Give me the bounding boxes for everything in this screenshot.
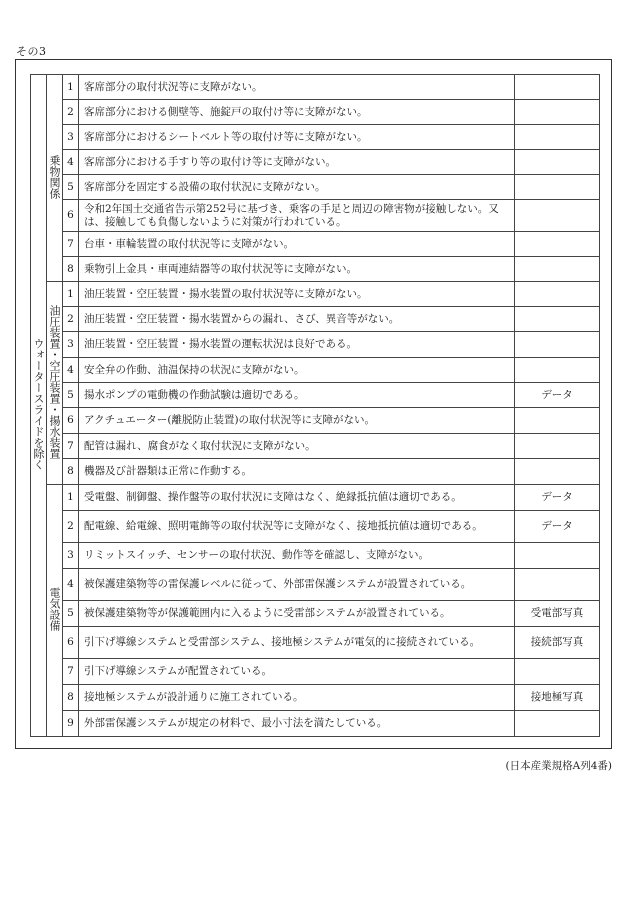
checklist-row (31, 627, 600, 659)
checklist-row (31, 150, 600, 175)
item-note: 接続部写真 (515, 627, 600, 659)
item-number: 4 (63, 358, 79, 383)
checklist-row (31, 685, 600, 711)
item-number: 3 (63, 332, 79, 358)
item-note (515, 358, 600, 383)
checklist-row (31, 601, 600, 627)
checklist-row (31, 659, 600, 685)
inspection-checklist-table (30, 74, 600, 737)
item-text: 受電盤、制御盤、操作盤等の取付状況に支障はなく、絶縁抵抗値は適切である。 (79, 485, 515, 511)
checklist-row (31, 383, 600, 408)
item-text: 引下げ導線システムが配置されている。 (79, 659, 515, 685)
item-note: データ (515, 485, 600, 511)
item-text: 外部雷保護システムが規定の材料で、最小寸法を満たしている。 (79, 711, 515, 737)
checklist-row (31, 569, 600, 601)
group-label (47, 75, 63, 282)
checklist-row (31, 175, 600, 200)
item-number: 8 (63, 459, 79, 485)
item-note: 接地極写真 (515, 685, 600, 711)
item-text: 被保護建築物等が保護範囲内に入るように受雷部システムが設置されている。 (79, 601, 515, 627)
group-label (47, 282, 63, 485)
item-note (515, 307, 600, 332)
item-note (515, 282, 600, 307)
checklist-row (31, 543, 600, 569)
item-text: 配電線、給電線、照明電飾等の取付状況等に支障がなく、接地抵抗値は適切である。 (79, 511, 515, 543)
item-number: 7 (63, 232, 79, 257)
item-note (515, 332, 600, 358)
checklist-row (31, 232, 600, 257)
item-number: 1 (63, 485, 79, 511)
checklist-row (31, 511, 600, 543)
item-text: リミットスイッチ、センサーの取付状況、動作等を確認し、支障がない。 (79, 543, 515, 569)
item-number: 1 (63, 75, 79, 100)
item-note (515, 100, 600, 125)
item-text: アクチュエーター(離脱防止装置)の取付状況等に支障がない。 (79, 408, 515, 434)
item-number: 4 (63, 150, 79, 175)
checklist-row (31, 125, 600, 150)
item-text: 安全弁の作動、油温保持の状況に支障がない。 (79, 358, 515, 383)
item-number: 7 (63, 434, 79, 459)
item-text: 油圧装置・空圧装置・揚水装置の取付状況等に支障がない。 (79, 282, 515, 307)
item-text: 機器及び計器類は正常に作動する。 (79, 459, 515, 485)
item-number: 1 (63, 282, 79, 307)
item-number: 6 (63, 200, 79, 232)
item-number: 5 (63, 601, 79, 627)
item-text: 油圧装置・空圧装置・揚水装置の運転状況は良好である。 (79, 332, 515, 358)
item-note (515, 232, 600, 257)
item-number: 5 (63, 175, 79, 200)
item-note (515, 125, 600, 150)
item-note (515, 459, 600, 485)
item-number: 4 (63, 569, 79, 601)
item-note (515, 200, 600, 232)
item-note (515, 659, 600, 685)
item-number: 5 (63, 383, 79, 408)
checklist-row (31, 282, 600, 307)
item-note (515, 75, 600, 100)
item-text: 令和2年国土交通省告示第252号に基づき、乗客の手足と周辺の障害物が接触しない。又は、接触しても負傷しないように対策が行われている。 (79, 200, 515, 232)
item-note (515, 150, 600, 175)
item-text: 被保護建築物等の雷保護レベルに従って、外部雷保護システムが設置されている。 (79, 569, 515, 601)
group-label-text: 電気設備 (48, 587, 61, 631)
checklist-row (31, 711, 600, 737)
item-text: 配管は漏れ、腐食がなく取付状況に支障がない。 (79, 434, 515, 459)
item-text: 引下げ導線システムと受雷部システム、接地極システムが電気的に接続されている。 (79, 627, 515, 659)
item-text: 油圧装置・空圧装置・揚水装置からの漏れ、さび、異音等がない。 (79, 307, 515, 332)
item-note: データ (515, 511, 600, 543)
page-label: その3 (16, 45, 47, 58)
item-text: 客席部分における側壁等、施錠戸の取付け等に支障がない。 (79, 100, 515, 125)
item-text: 客席部分におけるシートベルト等の取付け等に支障がない。 (79, 125, 515, 150)
item-number: 3 (63, 125, 79, 150)
item-number: 3 (63, 543, 79, 569)
item-text: 客席部分の取付状況等に支障がない。 (79, 75, 515, 100)
item-note: 受電部写真 (515, 601, 600, 627)
item-note (515, 569, 600, 601)
item-number: 6 (63, 408, 79, 434)
item-number: 9 (63, 711, 79, 737)
item-number: 8 (63, 257, 79, 282)
checklist-row (31, 200, 600, 232)
checklist-row (31, 434, 600, 459)
checklist-row (31, 332, 600, 358)
item-note (515, 408, 600, 434)
checklist-row (31, 485, 600, 511)
item-text: 台車・車輪装置の取付状況等に支障がない。 (79, 232, 515, 257)
item-note (515, 257, 600, 282)
item-note (515, 711, 600, 737)
item-note (515, 434, 600, 459)
main-group-text: ウォータースライドを除く (32, 338, 45, 470)
item-number: 2 (63, 100, 79, 125)
item-number: 6 (63, 627, 79, 659)
checklist-row (31, 100, 600, 125)
checklist-row (31, 459, 600, 485)
checklist-row (31, 358, 600, 383)
group-label (47, 485, 63, 737)
checklist-row (31, 307, 600, 332)
checklist-row (31, 75, 600, 100)
item-note: データ (515, 383, 600, 408)
item-note (515, 175, 600, 200)
checklist-row (31, 408, 600, 434)
item-text: 客席部分を固定する設備の取付状況に支障がない。 (79, 175, 515, 200)
item-text: 客席部分における手すり等の取付け等に支障がない。 (79, 150, 515, 175)
item-note (515, 543, 600, 569)
item-number: 2 (63, 307, 79, 332)
group-label-text: 油圧装置・空圧装置・揚水装置 (48, 304, 61, 459)
group-label-text: 乗物関係 (48, 154, 61, 199)
item-number: 8 (63, 685, 79, 711)
item-number: 2 (63, 511, 79, 543)
footer-standard-note: (日本産業規格A列4番) (505, 760, 612, 772)
checklist-row (31, 257, 600, 282)
item-text: 接地極システムが設計通りに施工されている。 (79, 685, 515, 711)
item-text: 揚水ポンプの電動機の作動試験は適切である。 (79, 383, 515, 408)
item-text: 乗物引上金具・車両連結器等の取付状況等に支障がない。 (79, 257, 515, 282)
item-number: 7 (63, 659, 79, 685)
main-group-label (31, 75, 47, 737)
